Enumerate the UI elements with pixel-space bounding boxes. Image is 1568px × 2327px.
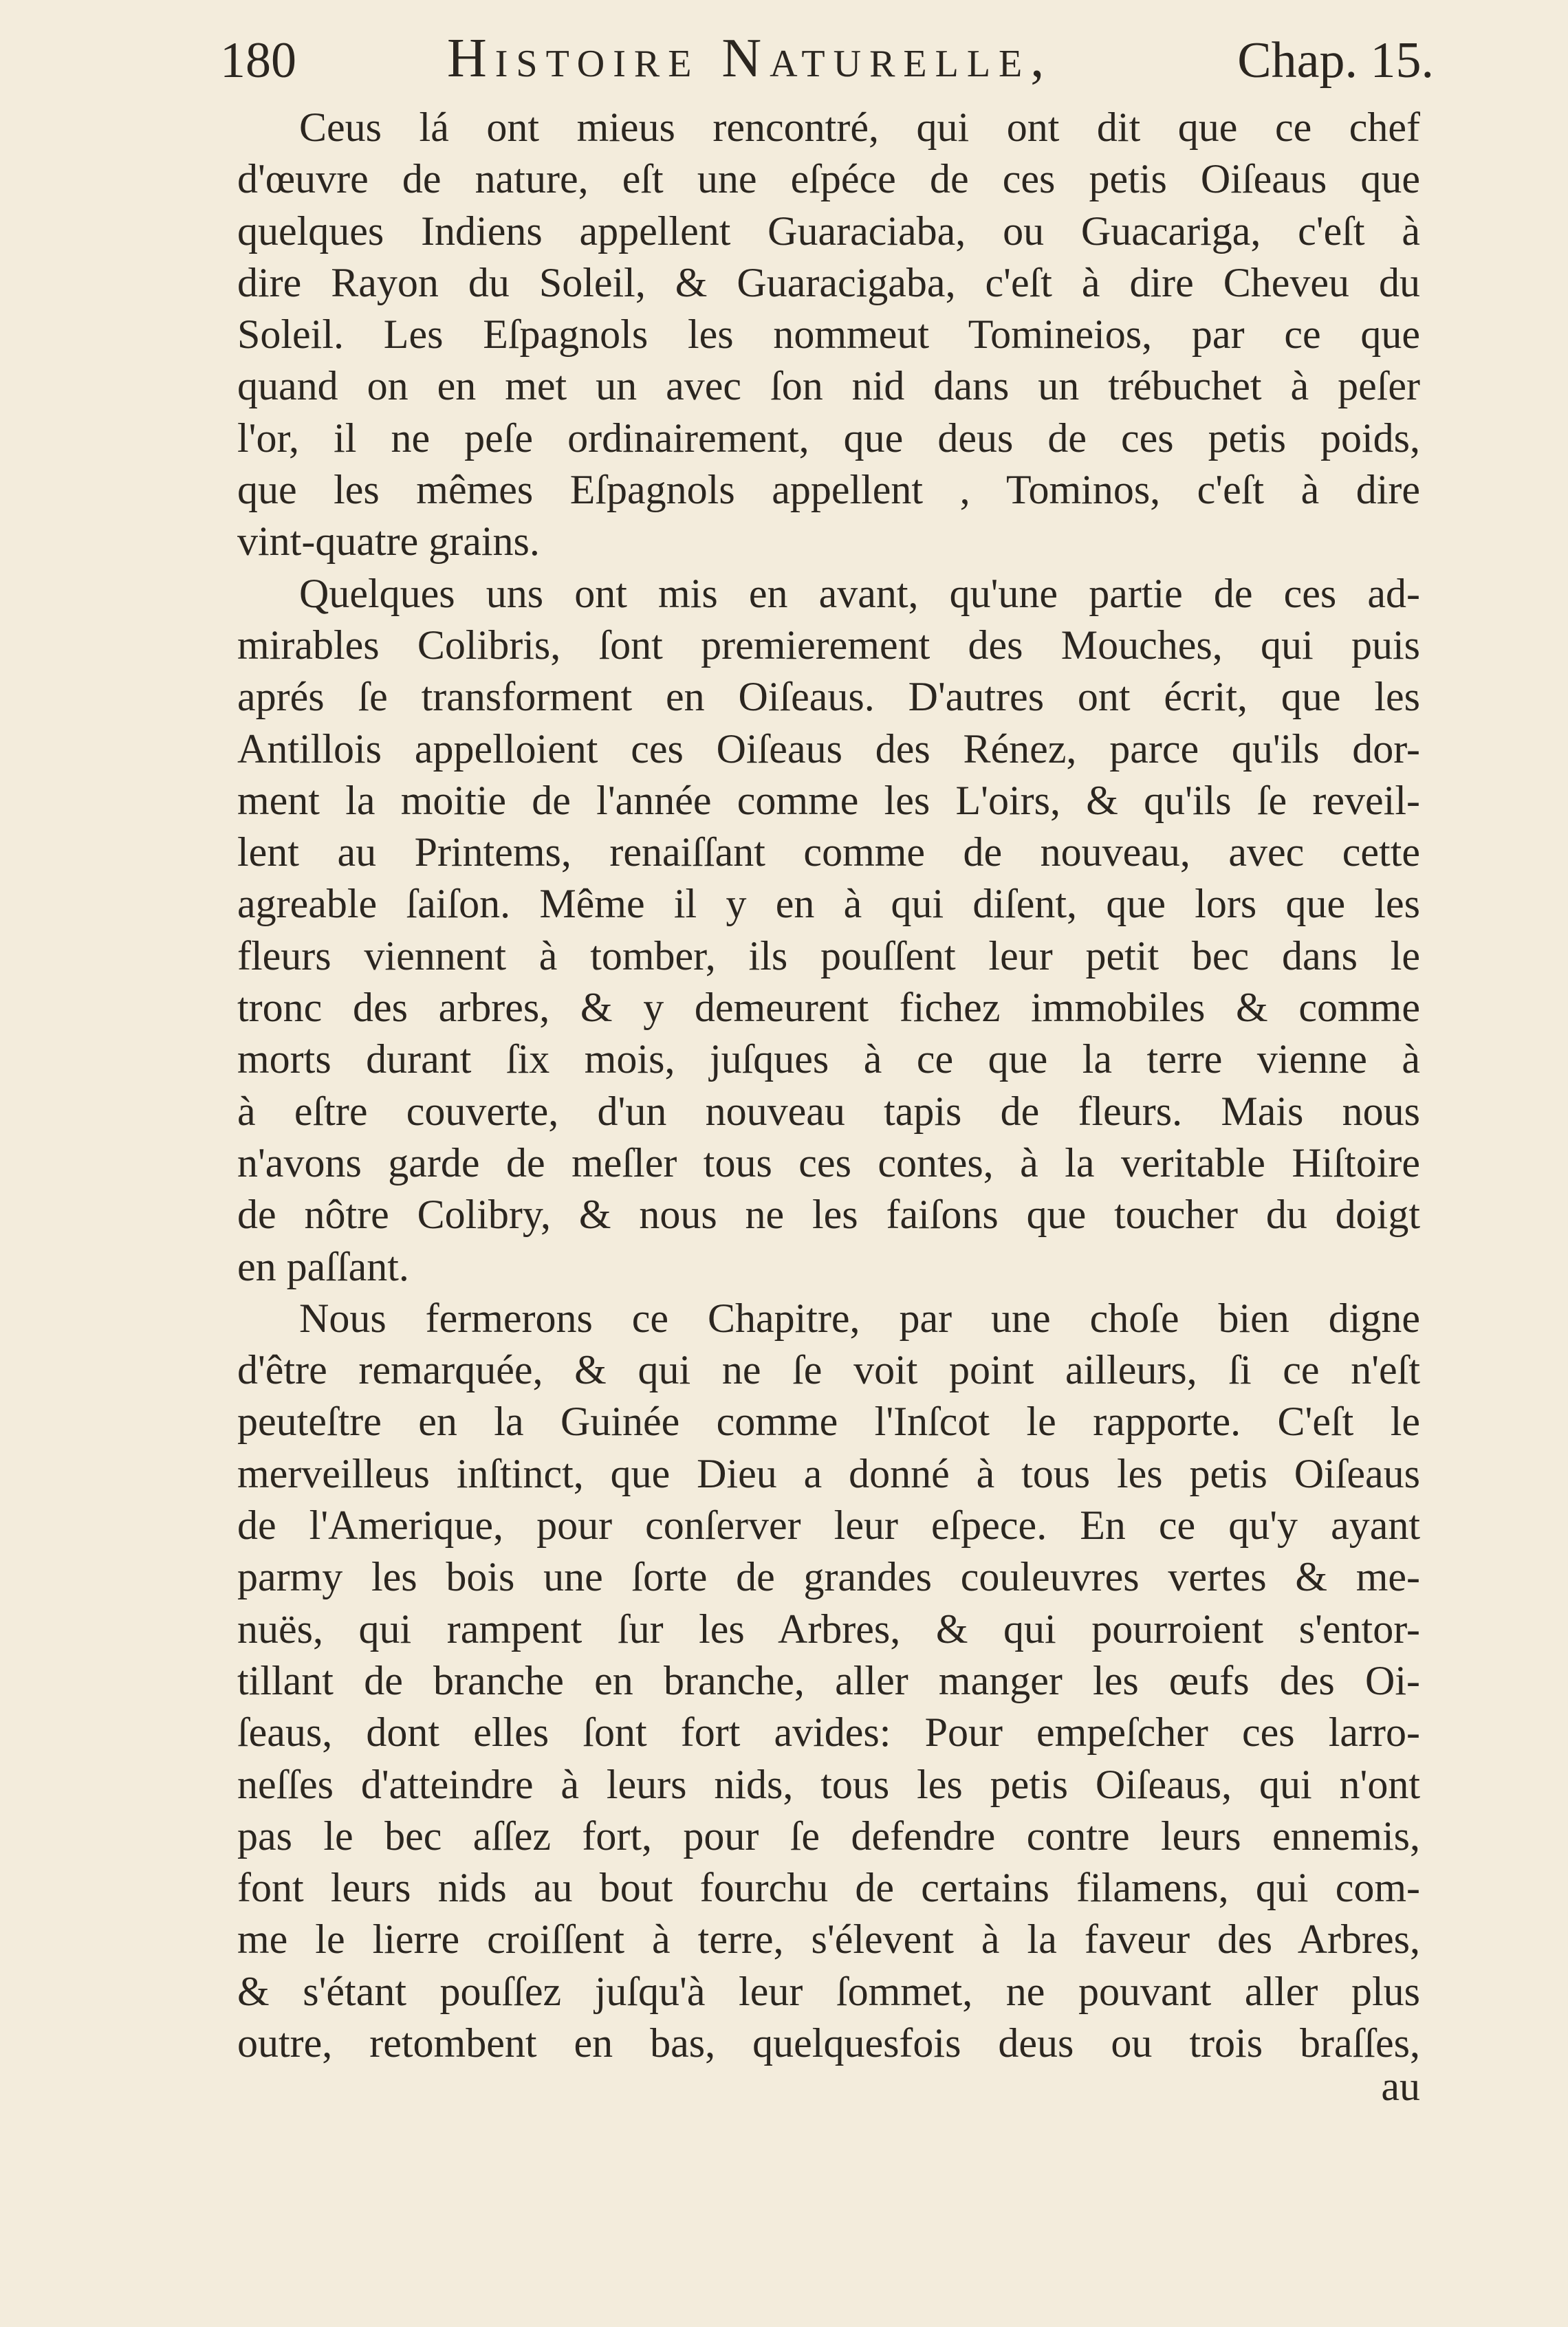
text-line: que les mêmes Eſpagnols appellent , Tominos, c'eſt à dire <box>237 467 1420 513</box>
text-line: neſſes d'atteindre à leurs nids, tous les petis Oiſeaus, qui n'ont <box>237 1761 1420 1807</box>
text-line: outre, retombent en bas, quelquesfois deus ou trois braſſes, <box>237 2020 1420 2066</box>
text-line: quelques Indiens appellent Guaraciaba, ou Guacariga, c'eſt à <box>237 208 1420 254</box>
text-line: peuteſtre en la Guinée comme l'Inſcot le rapporte. C'eſt le <box>237 1399 1420 1445</box>
chapter-reference: Chap. 15. <box>1237 32 1434 89</box>
text-line: tronc des arbres, & y demeurent fichez immobiles & comme <box>237 985 1420 1031</box>
text-line: d'œuvre de nature, eſt une eſpéce de ces petis Oiſeaus que <box>237 156 1420 202</box>
text-line: Antillois appelloient ces Oiſeaus des Rénez, parce qu'ils dor- <box>237 725 1420 772</box>
page-header <box>220 28 1434 103</box>
text-line: Soleil. Les Eſpagnols les nommeut Tomineios, par ce que <box>237 312 1420 358</box>
text-line: dire Rayon du Soleil, & Guaracigaba, c'eſt à dire Cheveu du <box>237 259 1420 305</box>
text-line: font leurs nids au bout fourchu de certains filamens, qui com- <box>237 1865 1420 1911</box>
text-line: aprés ſe transforment en Oiſeaus. D'autres ont écrit, que les <box>237 674 1420 720</box>
text-line: fleurs viennent à tomber, ils pouſſent leur petit bec dans le <box>237 932 1420 979</box>
text-line: pas le bec aſſez fort, pour ſe defendre contre leurs ennemis, <box>237 1813 1420 1859</box>
text-line: mirables Colibris, ſont premierement des Mouches, qui puis <box>237 622 1420 668</box>
running-title: Histoire Naturelle, <box>447 28 1053 89</box>
text-line: tillant de branche en branche, aller manger les œufs des Oi- <box>237 1657 1420 1703</box>
text-line: Nous fermerons ce Chapitre, par une choſe bien digne <box>299 1295 1420 1341</box>
text-line: me le lierre croiſſent à terre, s'élevent à la faveur des Arbres, <box>237 1916 1420 1963</box>
text-line: merveilleus inſtinct, que Dieu a donné à tous les petis Oiſeaus <box>237 1450 1420 1496</box>
text-line: en paſſant. <box>237 1243 409 1289</box>
text-line: quand on en met un avec ſon nid dans un trébuchet à peſer <box>237 363 1420 409</box>
text-line: de nôtre Colibry, & nous ne les faiſons que toucher du doigt <box>237 1192 1420 1238</box>
text-line: & s'étant pouſſez juſqu'à leur ſommet, ne pouvant aller plus <box>237 1968 1420 2014</box>
text-line: vint-quatre grains. <box>237 518 540 565</box>
catchword: au <box>1381 2064 1420 2109</box>
text-line: de l'Amerique, pour conſerver leur eſpece. En ce qu'y ayant <box>237 1503 1420 1549</box>
text-line: ſeaus, dont elles ſont fort avides: Pour empeſcher ces larro- <box>237 1709 1420 1756</box>
text-line: Ceus lá ont mieus rencontré, qui ont dit que ce chef <box>299 105 1420 150</box>
text-line: l'or, il ne peſe ordinairement, que deus de ces petis poids, <box>237 415 1420 461</box>
text-line: parmy les bois une ſorte de grandes couleuvres vertes & me- <box>237 1554 1420 1600</box>
text-line: à eſtre couverte, d'un nouveau tapis de fleurs. Mais nous <box>237 1088 1420 1134</box>
text-line: n'avons garde de meſler tous ces contes, à la veritable Hiſtoire <box>237 1139 1420 1186</box>
text-line: ment la moitie de l'année comme les L'oirs, & qu'ils ſe reveil- <box>237 777 1420 823</box>
text-line: Quelques uns ont mis en avant, qu'une partie de ces ad- <box>299 570 1420 616</box>
text-line: morts durant ſix mois, juſques à ce que la terre vienne à <box>237 1036 1420 1082</box>
text-line: agreable ſaiſon. Même il y en à qui diſent, que lors que les <box>237 881 1420 927</box>
text-line: lent au Printems, renaiſſant comme de nouveau, avec cette <box>237 829 1420 875</box>
text-line: d'être remarquée, & qui ne ſe voit point ailleurs, ſi ce n'eſt <box>237 1347 1420 1393</box>
text-line: nuës, qui rampent ſur les Arbres, & qui pourroient s'entor- <box>237 1606 1420 1652</box>
page-number: 180 <box>220 32 296 89</box>
body-text <box>237 102 1420 2069</box>
